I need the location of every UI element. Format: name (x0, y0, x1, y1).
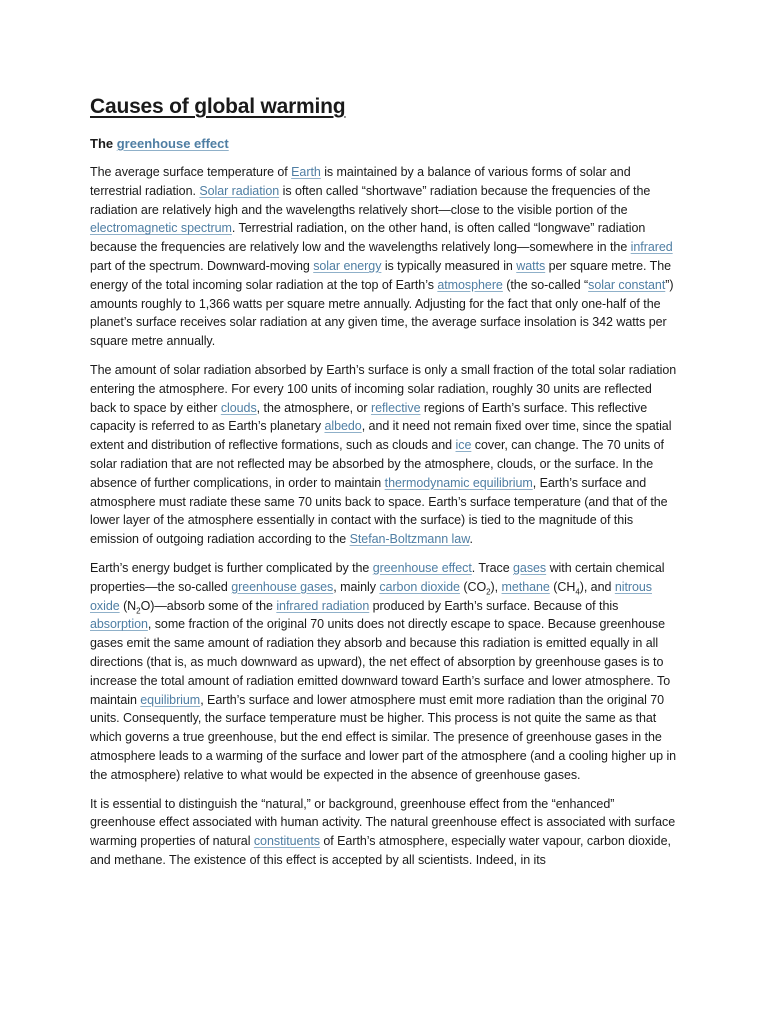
subscript: 4 (575, 587, 580, 597)
link-albedo[interactable]: albedo (324, 419, 362, 434)
paragraph-2 (90, 361, 680, 549)
link-absorption[interactable]: absorption (90, 617, 148, 632)
link-thermodynamic-equilibrium[interactable]: thermodynamic equilibrium (384, 475, 533, 490)
link-greenhouse-effect-heading[interactable]: greenhouse effect (116, 136, 229, 151)
link-atmosphere[interactable]: atmosphere (437, 277, 503, 292)
link-solar-constant[interactable]: solar constant (588, 277, 666, 292)
link-clouds[interactable]: clouds (220, 400, 257, 415)
text: , Earth’s surface and atmosphere must radiate these same 70 units back to space. Earth’s surface temperature (and that of the lower layer of the atmosphere essentially in contact with the surface) is tied to the magnitude of this emission of outgoing radiation according to the (90, 475, 668, 547)
link-electromagnetic-spectrum[interactable]: electromagnetic spectrum (90, 221, 232, 236)
link-infrared-radiation[interactable]: infrared radiation (276, 598, 370, 613)
link-gases[interactable]: gases (513, 560, 547, 575)
subscript: 2 (486, 587, 491, 597)
text: , some fraction of the original 70 units does not directly escape to space. Because greenhouse gases emit the same amount of radiation they absorb and because this radiation is emitted equally in all directions (that is, as much downward as upward), the net effect of absorption by greenhouse gases is to increase the total amount of radiation emitted downward toward Earth’s surface and lower atmosphere. To maintain (90, 617, 671, 707)
link-greenhouse-gases[interactable]: greenhouse gases (231, 579, 334, 594)
text: , Earth’s surface and lower atmosphere must emit more radiation than the original 70 units. Consequently, the surface temperature must be higher. This process is not quite the same as that which governs a true greenhouse, but the end effect is similar. The presence of greenhouse gases in the atmosphere leads to a warming of the surface and lower part of the atmosphere (and a cooling higher up in the atmosphere) relative to what would be expected in the absence of greenhouse gases. (90, 692, 677, 782)
link-infrared[interactable]: infrared (630, 240, 673, 255)
text: cover, can change. The 70 units of solar radiation that are not reflected may be absorbed by the atmosphere, clouds, or the surface. In the absence of further complications, in order to maintain (90, 438, 664, 490)
link-nitrous-oxide[interactable]: nitrous oxide (90, 579, 652, 613)
link-equilibrium[interactable]: equilibrium (140, 692, 201, 707)
text: is maintained by a balance of various forms of solar and terrestrial radiation. (90, 165, 631, 198)
text: (CH (549, 579, 576, 594)
link-constituents[interactable]: constituents (253, 834, 320, 849)
text: Earth’s energy budget is further complicated by the (90, 560, 373, 575)
link-solar-radiation[interactable]: Solar radiation (199, 183, 280, 198)
text: with certain chemical properties—the so-called (90, 560, 665, 594)
text: (the so-called “ (502, 277, 589, 292)
text: ), (490, 579, 502, 594)
paragraph-1 (90, 163, 680, 351)
text: part of the spectrum. Downward-moving (90, 258, 314, 273)
text: ”) amounts roughly to 1,366 watts per square metre annually. Adjusting for the fact that only one-half of the planet’s surface receives solar radiation at any given time, the average surface insolation is 342 watts per square metre annually. (90, 277, 674, 349)
section-heading-prefix: The (90, 136, 117, 151)
text: produced by Earth’s surface. Because of this (369, 598, 619, 613)
link-reflective[interactable]: reflective (370, 400, 421, 415)
text: , mainly (333, 579, 380, 594)
text: The average surface temperature of (90, 165, 292, 179)
subscript: 2 (136, 606, 141, 616)
text: The amount of solar radiation absorbed by Earth’s surface is only a small fraction of the total solar radiation entering the atmosphere. For every 100 units of incoming solar radiation, roughly 30 units are reflected back to space by either (90, 362, 677, 415)
text: , and it need not remain fixed over time, since the spatial extent and distribution of reflective formations, such as clouds and (90, 419, 672, 453)
link-solar-energy[interactable]: solar energy (313, 258, 382, 273)
paragraph-3 (90, 559, 680, 785)
text: , the atmosphere, or (256, 400, 371, 415)
text: It is essential to distinguish the “natural,” or background, greenhouse effect from the “enhanced” greenhouse effect associated with human activity. The natural greenhouse effect is associated with surface warming properties of natural (90, 796, 676, 849)
text: O)—absorb some of the (140, 598, 277, 613)
link-carbon-dioxide[interactable]: carbon dioxide (379, 579, 460, 594)
text: regions of Earth’s surface. This reflective capacity is referred to as Earth’s planetary (90, 400, 648, 434)
page-title: Causes of global warming (90, 95, 346, 118)
link-ice[interactable]: ice (455, 438, 472, 453)
text: ), and (579, 579, 615, 594)
link-watts[interactable]: watts (516, 258, 546, 273)
text: is typically measured in (381, 258, 517, 273)
text: . Terrestrial radiation, on the other hand, is often called “longwave” radiation because the frequencies are relatively low and the wavelengths relatively long—somewhere in the (90, 221, 646, 255)
text: (N (119, 598, 137, 613)
article (90, 92, 680, 880)
text: . (469, 532, 473, 547)
text: of Earth’s atmosphere, especially water vapour, carbon dioxide, and methane. The existence of this effect is accepted by all scientists. Indeed, in its (90, 834, 671, 867)
text: is often called “shortwave” radiation because the frequencies of the radiation are relatively high and the wavelengths relatively short—close to the visible portion of the (90, 183, 651, 217)
text: . Trace (471, 560, 514, 575)
link-methane[interactable]: methane (501, 579, 550, 594)
section-heading (90, 135, 680, 153)
text: (CO (459, 579, 487, 594)
link-greenhouse-effect[interactable]: greenhouse effect (372, 560, 472, 575)
link-stefan-boltzmann-law[interactable]: Stefan-Boltzmann law (349, 532, 470, 547)
link-earth[interactable]: Earth (291, 165, 321, 179)
text: per square metre. The energy of the total incoming solar radiation at the top of Earth’s (90, 258, 672, 292)
paragraph-4 (90, 795, 680, 870)
